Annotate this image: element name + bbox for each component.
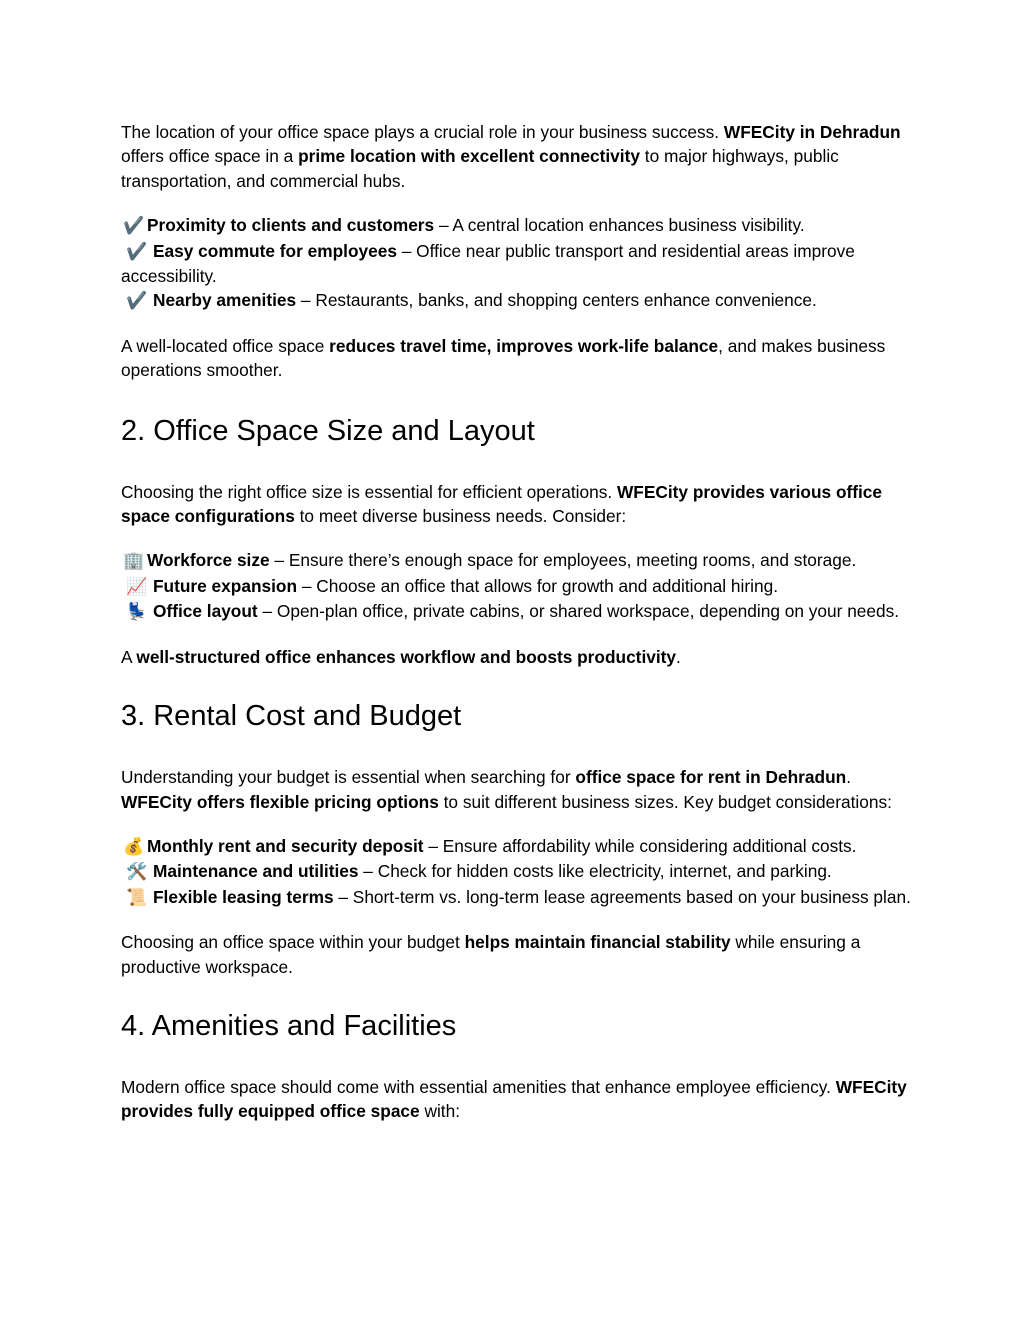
- seat-icon: 💺: [126, 602, 148, 623]
- bold-run: WFECity offers flexible pricing options: [121, 791, 439, 812]
- budget-summary-paragraph: [121, 930, 911, 979]
- size-considerations-list: [121, 548, 911, 624]
- text-run: The location of your office space plays a crucial role in your business success.: [121, 122, 724, 142]
- text-run: – Short-term vs. long-term lease agreements based on your business plan.: [333, 886, 911, 907]
- bold-run: well-structured office enhances workflow and boosts productivity: [136, 646, 677, 667]
- list-item: [121, 574, 911, 599]
- scroll-icon: 📜: [126, 887, 148, 908]
- budget-considerations-list: [121, 834, 911, 910]
- text-run: – Ensure affordability while considering additional costs.: [423, 835, 857, 856]
- bold-run: office space for rent in Dehradun: [575, 767, 847, 788]
- document-page: [121, 120, 911, 1124]
- text-run: with:: [419, 1101, 460, 1122]
- list-item: [121, 213, 911, 238]
- list-item: [121, 239, 911, 289]
- tools-icon: 🛠️: [126, 862, 148, 883]
- list-item: [121, 859, 911, 884]
- text-run: Modern office space should come with essential amenities that enhance employee efficiency.: [121, 1076, 836, 1097]
- check-mark-icon: ✔️: [126, 291, 148, 312]
- bold-run: reduces travel time, improves work-life balance: [329, 335, 719, 356]
- text-run: Choosing the right office size is essential for efficient operations.: [121, 481, 617, 502]
- section-heading: 3. Rental Cost and Budget: [121, 700, 462, 733]
- bold-run: helps maintain financial stability: [464, 932, 731, 953]
- text-run: Understanding your budget is essential when searching for: [121, 767, 576, 788]
- text-run: to major highways, public transportation, and commercial hubs.: [121, 146, 839, 191]
- text-run: – Office near public transport and residential areas improve accessibility.: [121, 240, 855, 287]
- bold-run: Future expansion: [153, 575, 298, 596]
- amenities-paragraph: [121, 1075, 911, 1124]
- text-run: – Restaurants, banks, and shopping centers enhance convenience.: [296, 290, 817, 311]
- text-run: – A central location enhances business visibility.: [434, 215, 805, 236]
- section-heading: 2. Office Space Size and Layout: [121, 414, 535, 447]
- text-run: – Open-plan office, private cabins, or shared workspace, depending on your needs.: [257, 601, 900, 622]
- bold-run: Monthly rent and security deposit: [147, 835, 424, 856]
- office-building-icon: 🏢: [123, 551, 145, 572]
- bold-run: WFECity provides fully equipped office space: [121, 1076, 907, 1122]
- text-run: offers office space in a: [121, 146, 299, 167]
- bold-run: Easy commute for employees: [153, 240, 397, 261]
- check-mark-icon: ✔️: [126, 241, 148, 262]
- text-run: A well-located office space: [121, 335, 330, 356]
- text-run: Choosing an office space within your budget: [121, 932, 465, 953]
- list-item: [121, 548, 911, 573]
- money-bag-icon: 💰: [123, 836, 145, 857]
- location-summary-paragraph: [121, 334, 911, 383]
- text-run: – Choose an office that allows for growth and additional hiring.: [297, 575, 779, 596]
- list-item: [121, 288, 911, 313]
- size-paragraph: [121, 480, 911, 529]
- bold-run: Flexible leasing terms: [153, 886, 334, 907]
- bold-run: Nearby amenities: [153, 290, 297, 311]
- size-summary-paragraph: [121, 645, 911, 669]
- text-run: – Check for hidden costs like electricity, internet, and parking.: [358, 861, 832, 882]
- list-item: [121, 834, 911, 859]
- text-run: while ensuring a productive workspace.: [121, 932, 861, 977]
- list-item: [121, 599, 911, 624]
- list-item: [121, 885, 911, 910]
- bold-run: Office layout: [153, 601, 258, 622]
- bold-run: Maintenance and utilities: [153, 861, 359, 882]
- bold-run: Workforce size: [147, 550, 270, 571]
- text-run: , and makes business operations smoother.: [121, 335, 886, 381]
- text-run: A: [121, 646, 137, 667]
- text-run: .: [846, 767, 851, 788]
- budget-paragraph: [121, 765, 911, 814]
- chart-increasing-icon: 📈: [126, 576, 148, 597]
- bold-run: WFECity in Dehradun: [723, 122, 901, 142]
- section-heading: 4. Amenities and Facilities: [121, 1009, 457, 1042]
- text-run: to suit different business sizes. Key budget considerations:: [438, 791, 892, 812]
- bold-run: WFECity provides various office space configurations: [121, 481, 883, 527]
- text-run: .: [676, 646, 681, 667]
- check-mark-icon: ✔️: [123, 216, 145, 237]
- location-benefits-list: [121, 213, 911, 314]
- text-run: – Ensure there’s enough space for employees, meeting rooms, and storage.: [269, 550, 857, 571]
- bold-run: Proximity to clients and customers: [147, 215, 435, 236]
- bold-run: prime location with excellent connectivity: [298, 146, 640, 167]
- text-run: to meet diverse business needs. Consider:: [294, 506, 627, 527]
- location-paragraph: [121, 120, 911, 193]
